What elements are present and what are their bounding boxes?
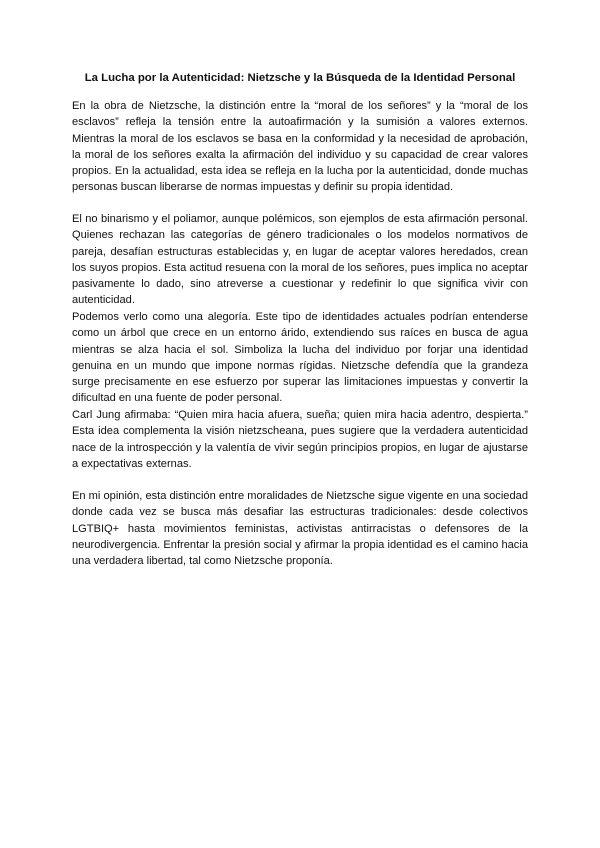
paragraph-4: Carl Jung afirmaba: “Quien mira hacia afuera, sueña; quien mira hacia adentro, despierta.” Esta idea complementa la visión nietzscheana, pues sugiere que la verdadera autenticidad nace de la introspección y la valentía de vivir según principios propios, en lugar de ajustarse a expectativas externas. — [72, 409, 528, 470]
paragraph-1: En la obra de Nietzsche, la distinción entre la “moral de los señores” y la “moral de los esclavos” refleja la tensión entre la autoafirmación y la sumisión a valores externos. Mientras la moral de los esclavos se basa en la conformidad y la necesidad de aprobación, la moral de los señores exalta la afirmación del individuo y su capacidad de crear valores propios. En la actualidad, esta idea se refleja en la lucha por la autenticidad, donde muchas personas buscan liberarse de normas impuestas y definir su propia identidad. — [72, 100, 528, 194]
document-title: La Lucha por la Autenticidad: Nietzsche y la Búsqueda de la Identidad Personal — [84, 72, 516, 84]
paragraph-5: En mi opinión, esta distinción entre moralidades de Nietzsche sigue vigente en una sociedad donde cada vez se busca más desafiar las estructuras tradicionales: desde colectivos LGTBIQ+ hasta movimientos feministas, activistas antirracistas o defensores de la neurodivergencia. Enfrentar la presión social y afirmar la propia identidad es el camino hacia una verdadera libertad, tal como Nietzsche proponía. — [72, 490, 528, 568]
paragraph-3: Podemos verlo como una alegoría. Este tipo de identidades actuales podrían entenderse como un árbol que crece en un entorno árido, extendiendo sus raíces en busca de agua mientras se alza hacia el sol. Simboliza la lucha del individuo por forjar una identidad genuina en un mundo que impone normas rígidas. Nietzsche defendía que la grandeza surge precisamente en ese esfuerzo por superar las limitaciones impuestas y convertir la dificultad en una fuente de poder personal. — [72, 311, 528, 405]
paragraph-2: El no binarismo y el poliamor, aunque polémicos, son ejemplos de esta afirmación personal. Quienes rechazan las categorías de género tradicionales o los modelos normativos de pareja, desafían estructuras establecidas y, en lugar de aceptar valores heredados, crean los suyos propios. Esta actitud resuena con la moral de los señores, pues implica no aceptar pasivamente lo dado, sino atreverse a cuestionar y redefinir lo que significa vivir con autenticidad. — [72, 213, 528, 307]
